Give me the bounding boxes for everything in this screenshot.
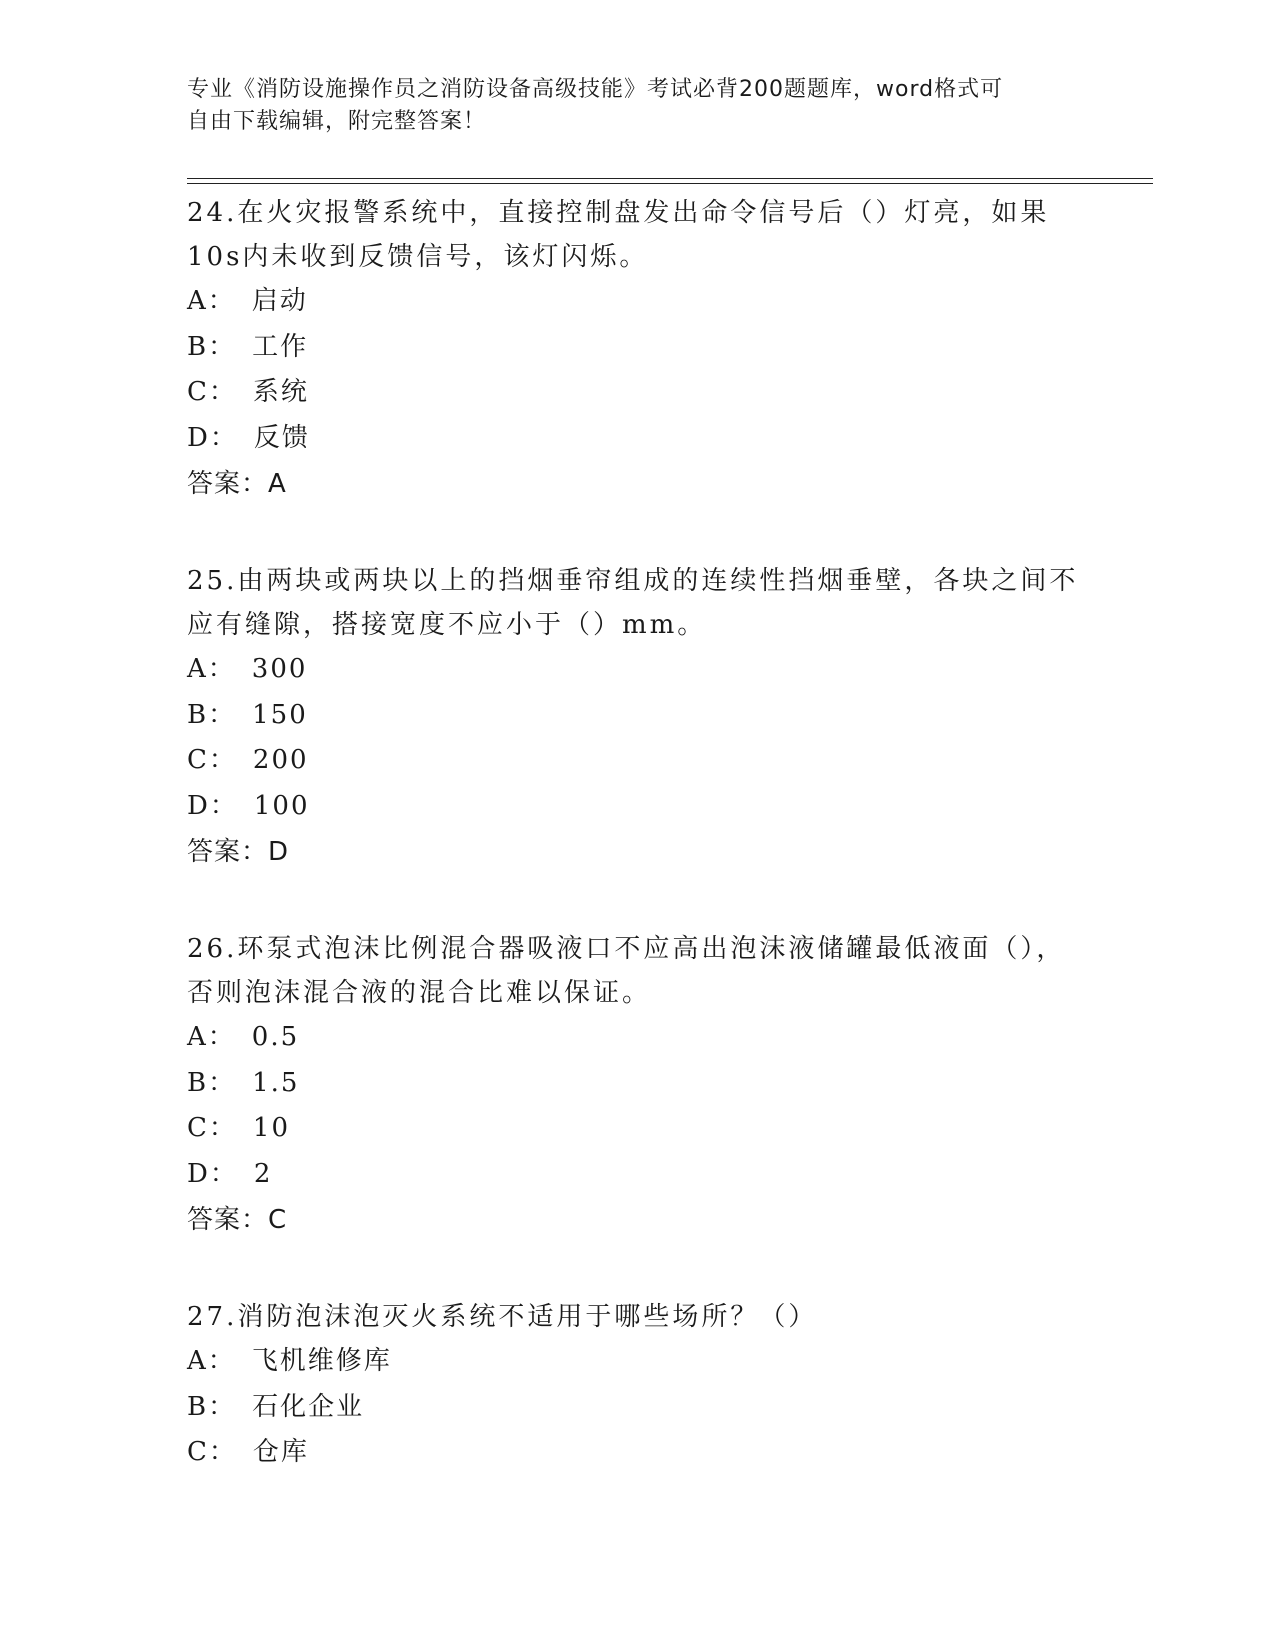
question-stem-line: 10s内未收到反馈信号，该灯闪烁。: [187, 242, 649, 272]
question-stem-line: 26.环泵式泡沫比例混合器吸液口不应高出泡沫液储罐最低液面（），: [187, 934, 1066, 964]
option-text: 0.5: [251, 1022, 300, 1052]
question-list: [187, 191, 1087, 1528]
option-text: 石化企业: [252, 1391, 365, 1422]
option-key: A：: [187, 654, 236, 684]
header-divider-top: [187, 178, 1153, 179]
option-key: B：: [187, 699, 237, 730]
option-c: [187, 370, 1087, 416]
option-text: 系统: [252, 377, 309, 407]
option-text: 100: [253, 790, 310, 821]
option-key: B：: [187, 331, 237, 362]
option-d: [187, 1152, 1087, 1198]
question-27: [187, 1295, 1087, 1476]
option-b: [187, 1061, 1087, 1107]
option-a: [187, 647, 1087, 693]
question-stem-line: 应有缝隙，搭接宽度不应小于（）mm。: [187, 610, 707, 640]
option-c: [187, 1430, 1087, 1476]
option-text: 10: [252, 1113, 290, 1143]
option-b: [187, 325, 1087, 371]
question-stem-line: 24.在火灾报警系统中，直接控制盘发出命令信号后（）灯亮，如果: [187, 198, 1050, 228]
option-key: C：: [187, 745, 237, 775]
question-26: [187, 927, 1087, 1243]
question-stem-line: 27.消防泡沫泡灭火系统不适用于哪些场所？（）: [187, 1302, 818, 1332]
option-a: [187, 1339, 1087, 1385]
option-d: [187, 784, 1087, 830]
option-b: [187, 693, 1087, 739]
question-25: [187, 559, 1087, 875]
option-text: 150: [252, 699, 308, 730]
option-key: D：: [187, 1158, 238, 1189]
option-text: 仓库: [252, 1437, 309, 1467]
option-key: A：: [187, 1022, 236, 1052]
answer-line: 答案：A: [187, 469, 287, 499]
option-text: 200: [252, 745, 309, 775]
option-text: 启动: [251, 286, 308, 316]
option-key: A：: [187, 1346, 236, 1376]
question-stem-line: 25.由两块或两块以上的挡烟垂帘组成的连续性挡烟垂壁，各块之间不: [187, 566, 1079, 596]
option-key: D：: [187, 422, 238, 453]
option-text: 飞机维修库: [251, 1346, 392, 1376]
header-line-1: 专业《消防设施操作员之消防设备高级技能》考试必背200题题库，word格式可: [187, 77, 1004, 102]
question-stem-line: 否则泡沫混合液的混合比难以保证。: [187, 978, 652, 1008]
option-text: 工作: [252, 331, 309, 362]
option-key: C：: [187, 1113, 237, 1143]
option-c: [187, 1106, 1087, 1152]
option-key: B：: [187, 1391, 237, 1422]
option-key: B：: [187, 1067, 237, 1098]
header-divider-bottom: [187, 183, 1153, 184]
question-24: [187, 191, 1087, 507]
option-d: [187, 416, 1087, 462]
option-c: [187, 738, 1087, 784]
option-key: D：: [187, 790, 238, 821]
document-header: [187, 74, 1087, 138]
header-line-2: 自由下载编辑，附完整答案！: [187, 109, 487, 134]
option-text: 2: [253, 1158, 273, 1189]
option-text: 300: [251, 654, 308, 684]
option-a: [187, 279, 1087, 325]
option-a: [187, 1015, 1087, 1061]
answer-line: 答案：D: [187, 837, 290, 867]
option-text: 反馈: [253, 422, 310, 453]
option-text: 1.5: [252, 1067, 300, 1098]
option-b: [187, 1385, 1087, 1431]
option-key: C：: [187, 1437, 237, 1467]
answer-line: 答案：C: [187, 1205, 288, 1235]
option-key: A：: [187, 286, 236, 316]
option-key: C：: [187, 377, 237, 407]
